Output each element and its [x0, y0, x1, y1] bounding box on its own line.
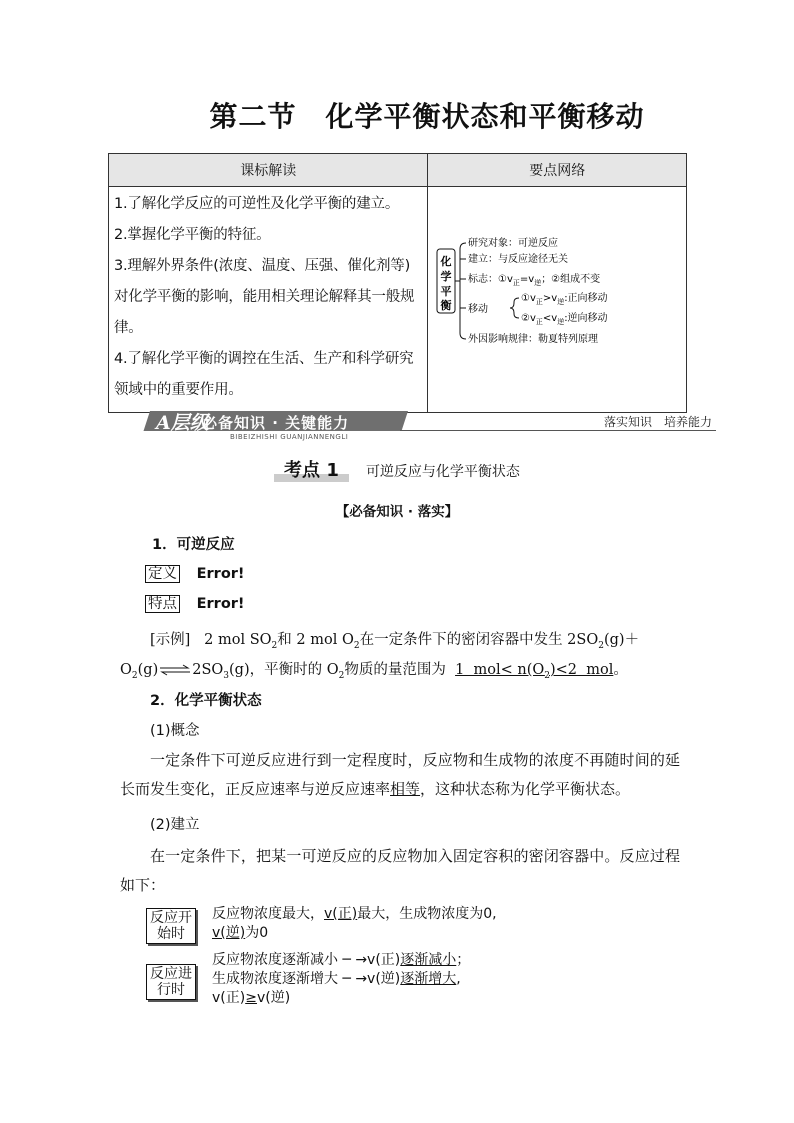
banner-pinyin: BIBEIZHISHI GUANJIANNENGLI [230, 433, 349, 441]
during-time-box: 反应进行时 [146, 964, 196, 1000]
objective-item: 4.了解化学平衡的调控在生活、生产和科学研究领域中的重要作用。 [114, 351, 414, 398]
network-root-char: 衡 [440, 299, 452, 312]
level-banner [150, 409, 716, 441]
definition-label: 定义 [145, 565, 180, 583]
network-branch-sign: 标志：$①v_正=v_逆$；②组成不变 [468, 274, 601, 287]
knowledge-network-diagram [428, 187, 690, 405]
section1-heading: 1．可逆反应 [152, 537, 235, 553]
concept-subheading: (1)概念 [150, 723, 200, 739]
objectives-table [108, 153, 687, 413]
build-paragraph: 在一定条件下，把某一可逆反应的反应物加入固定容积的密闭容器中。反应过程如下： [120, 847, 680, 894]
example-line-1: [示例] 2 mol $SO_2$和 2 mol $O_2$在一定条件下的密闭容器中发生 $2SO_2(g)+$ [150, 632, 640, 651]
build-subheading: (2)建立 [150, 817, 200, 833]
definition-value: Error! [196, 566, 245, 582]
network-branch-object: 研究对象：可逆反应 [468, 238, 559, 249]
network-move-forward: $①v_正>v_逆$:正向移动 [521, 293, 609, 306]
network-branch-move: 移动 [468, 304, 489, 315]
sub-header: 【必备知识 · 落实】 [335, 504, 459, 520]
kaodian-heading [0, 456, 794, 482]
section2-heading: 2．化学平衡状态 [150, 693, 262, 709]
objectives-cell [109, 187, 428, 413]
network-branch-build: 建立：与反应途径无关 [468, 254, 569, 265]
start-time-text: 反应物浓度最大，v(正)最大，生成物浓度为0, v(逆)为0 [212, 906, 497, 941]
reversible-arrow-icon [158, 664, 192, 676]
objective-item: 3.理解外界条件(浓度、温度、压强、催化剂等)对化学平衡的影响，能用相关理论解释其一般规律。 [114, 258, 415, 336]
start-time-box: 反应开始时 [146, 908, 196, 944]
col-header-objectives: 课标解读 [109, 154, 428, 187]
network-branch-rule: 外因影响规律：勒夏特列原理 [468, 334, 599, 345]
kaodian-title: 可逆反应与化学平衡状态 [365, 464, 520, 480]
concept-paragraph: 一定条件下可逆反应进行到一定程度时，反应物和生成物的浓度不再随时间的延长而发生变化，正反应速率与逆反应速率相等，这种状态称为化学平衡状态。 [120, 751, 680, 798]
page-title: 第二节 化学平衡状态和平衡移动 [209, 100, 645, 133]
network-root-char: 化 [440, 255, 452, 268]
during-time-text: 反应物浓度逐渐减小 ─ →v(正)逐渐减小； 生成物浓度逐渐增大 ─ →v(逆)逐渐增大, v(正)≥v(逆) [212, 952, 471, 1006]
banner-rule [400, 430, 716, 431]
banner-right-text: 落实知识 培养能力 [603, 415, 712, 429]
network-root-char: 平 [440, 285, 452, 298]
banner-title: 必备知识 · 关键能力 [202, 414, 350, 432]
objective-item: 1.了解化学反应的可逆性及化学平衡的建立。 [114, 196, 400, 212]
col-header-network: 要点网络 [428, 154, 687, 187]
feature-value: Error! [196, 596, 245, 612]
definition-row [145, 565, 245, 583]
example-line-2: $O_2(g)$ $2SO_3(g)$，平衡时的 $O_2$物质的量范围为 1 $mol< n(O_2)<2$ mol。 [120, 662, 628, 681]
feature-row [145, 595, 245, 613]
objective-item: 2.掌握化学平衡的特征。 [114, 227, 271, 243]
banner-level: A层级 [156, 412, 209, 434]
feature-label: 特点 [145, 595, 180, 613]
network-root-char: 学 [440, 270, 452, 283]
example-answer: 1 $mol< n(O_2)<2$ mol [455, 662, 614, 681]
network-move-backward: $②v_正<v_逆$:逆向移动 [521, 313, 609, 326]
network-cell [428, 187, 687, 413]
kaodian-label: 考点 1 [274, 456, 349, 482]
